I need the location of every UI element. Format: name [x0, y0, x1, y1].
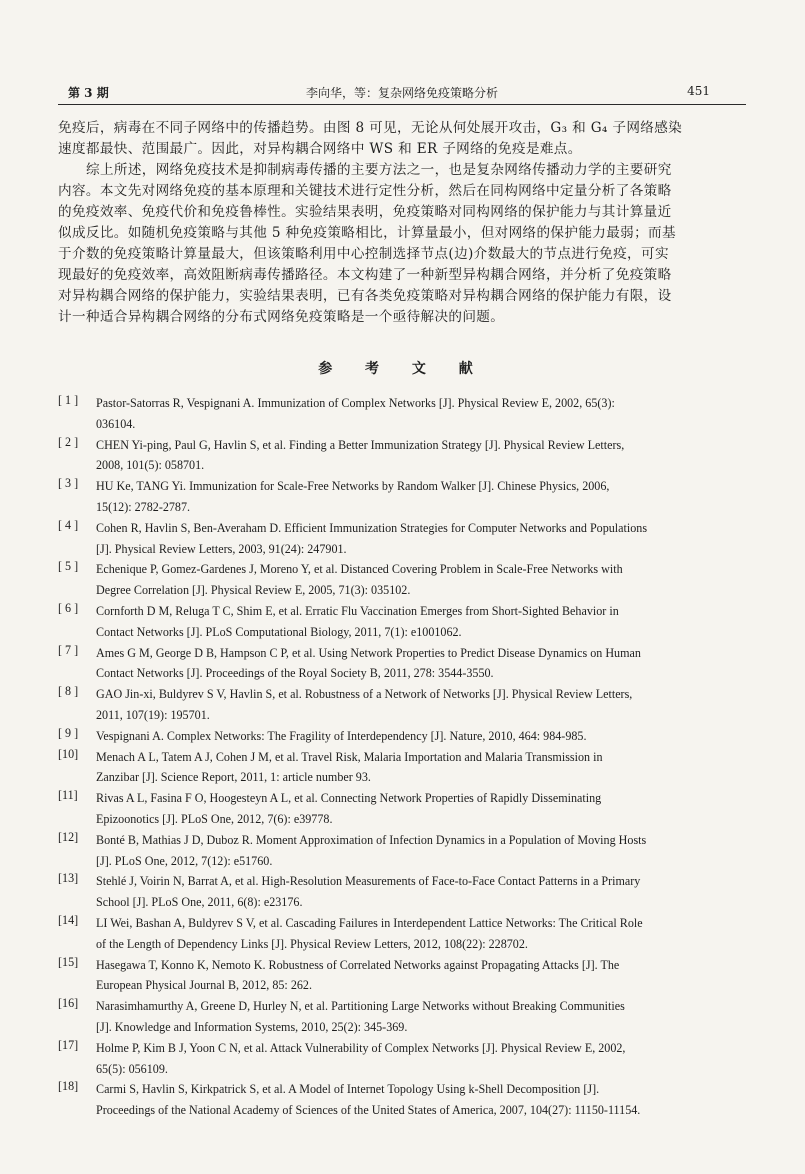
reference-line: Holme P, Kim B J, Yoon C N, et al. Attack Vulnerability of Complex Networks [J]. Physical Review E, 2002,: [96, 1040, 626, 1055]
text-line: 对异构耦合网络的保护能力，实验结果表明，已有各类免疫策略对异构耦合网络的保护能力有限，设: [58, 288, 672, 304]
reference-entry: [58, 747, 738, 789]
reference-number: [ 8 ]: [58, 684, 79, 699]
reference-line: Contact Networks [J]. PLoS Computational Biology, 2011, 7(1): e1001062.: [96, 624, 462, 639]
reference-entry: [58, 1079, 738, 1121]
reference-text: [96, 643, 738, 685]
reference-number: [17]: [58, 1037, 79, 1052]
reference-number: [12]: [58, 829, 79, 844]
reference-text: [96, 955, 738, 997]
reference-entry: [58, 726, 738, 747]
reference-text: [96, 435, 738, 477]
reference-line: Vespignani A. Complex Networks: The Fragility of Interdependency [J]. Nature, 2010, 464: 984-985.: [96, 728, 587, 743]
reference-line: 036104.: [96, 416, 136, 431]
reference-number: [10]: [58, 746, 79, 761]
reference-text: [96, 601, 738, 643]
text-line: 计一种适合异构耦合网络的分布式网络免疫策略是一个亟待解决的问题。: [58, 309, 505, 325]
reference-line: Contact Networks [J]. Proceedings of the Royal Society B, 2011, 278: 3544-3550.: [96, 666, 494, 681]
reference-number: [ 6 ]: [58, 600, 79, 615]
reference-number: [ 2 ]: [58, 434, 79, 449]
reference-text: [96, 830, 738, 872]
reference-entry: [58, 476, 738, 518]
reference-text: [96, 518, 738, 560]
reference-entry: [58, 830, 738, 872]
reference-line: European Physical Journal B, 2012, 85: 262.: [96, 978, 312, 993]
reference-list: [58, 393, 738, 1121]
reference-number: [ 5 ]: [58, 559, 79, 574]
reference-number: [ 1 ]: [58, 393, 79, 407]
reference-line: School [J]. PLoS One, 2011, 6(8): e23176.: [96, 895, 303, 910]
reference-entry: [58, 684, 738, 726]
reference-number: [ 9 ]: [58, 725, 79, 740]
text-line: 速度都最快、范围最广。因此，对异构耦合网络中 WS 和 ER 子网络的免疫是难点。: [58, 141, 582, 157]
reference-entry: [58, 601, 738, 643]
text-line: 的免疫效率、免疫代价和免疫鲁棒性。实验结果表明，免疫策略对同构网络的保护能力与其计算量近: [58, 204, 672, 220]
reference-entry: [58, 393, 738, 435]
reference-line: CHEN Yi-ping, Paul G, Havlin S, et al. Finding a Better Immunization Strategy [J]. Physical Review Letters,: [96, 437, 625, 452]
text-line: 似成反比。如随机免疫策略与其他 5 种免疫策略相比，计算量最小，但对网络的保护能力最弱；而基: [58, 225, 676, 241]
reference-line: [J]. Physical Review Letters, 2003, 91(24): 247901.: [96, 541, 347, 556]
reference-entry: [58, 643, 738, 685]
reference-line: of the Length of Dependency Links [J]. Physical Review Letters, 2012, 108(22): 228702.: [96, 936, 528, 951]
reference-entry: [58, 1038, 738, 1080]
reference-text: [96, 684, 738, 726]
reference-line: 15(12): 2782-2787.: [96, 499, 191, 514]
reference-line: [J]. Knowledge and Information Systems, 2010, 25(2): 345-369.: [96, 1019, 408, 1034]
reference-text: [96, 1079, 738, 1121]
reference-line: LI Wei, Bashan A, Buldyrev S V, et al. Cascading Failures in Interdependent Lattice Networks: The Critical Role: [96, 915, 643, 930]
reference-entry: [58, 996, 738, 1038]
reference-number: [ 4 ]: [58, 517, 79, 532]
reference-line: Echenique P, Gomez-Gardenes J, Moreno Y, et al. Distanced Covering Problem in Scale-Free Networks with: [96, 562, 623, 577]
reference-entry: [58, 559, 738, 601]
paragraph-2: [58, 160, 730, 328]
reference-line: 2008, 101(5): 058701.: [96, 458, 205, 473]
running-header: [58, 84, 746, 105]
reference-text: [96, 747, 738, 789]
text-line: 内容。本文先对网络免疫的基本原理和关键技术进行定性分析，然后在同构网络中定量分析了各策略: [58, 183, 672, 199]
reference-entry: [58, 518, 738, 560]
reference-line: HU Ke, TANG Yi. Immunization for Scale-Free Networks by Random Walker [J]. Chinese Physics, 2006,: [96, 479, 610, 494]
reference-text: [96, 393, 738, 435]
reference-line: Cohen R, Havlin S, Ben-Averaham D. Efficient Immunization Strategies for Computer Networks and Populations: [96, 520, 648, 535]
reference-number: [ 7 ]: [58, 642, 79, 657]
reference-line: 2011, 107(19): 195701.: [96, 707, 210, 722]
reference-number: [16]: [58, 996, 79, 1011]
reference-text: [96, 1038, 738, 1080]
running-title: 李向华，等：复杂网络免疫策略分析: [305, 86, 498, 100]
reference-line: Stehlé J, Voirin N, Barrat A, et al. High-Resolution Measurements of Face-to-Face Contact Patterns in a Primary: [96, 874, 641, 889]
reference-text: [96, 996, 738, 1038]
reference-number: [13]: [58, 871, 79, 886]
reference-entry: [58, 955, 738, 997]
reference-number: [ 3 ]: [58, 476, 79, 491]
text-line: 于介数的免疫策略计算量最大，但该策略利用中心控制选择节点(边)介数最大的节点进行免疫，可实: [58, 246, 669, 262]
reference-text: [96, 476, 738, 518]
reference-entry: [58, 435, 738, 477]
reference-number: [18]: [58, 1079, 79, 1094]
issue-number: 第 3 期: [68, 86, 109, 100]
reference-text: [96, 559, 738, 601]
reference-line: Narasimhamurthy A, Greene D, Hurley N, et al. Partitioning Large Networks without Breaking Communities: [96, 999, 625, 1014]
reference-number: [14]: [58, 912, 79, 927]
reference-line: Rivas A L, Fasina F O, Hoogesteyn A L, et al. Connecting Network Properties of Rapidly Disseminating: [96, 791, 602, 806]
reference-line: 65(5): 056109.: [96, 1061, 168, 1076]
reference-entry: [58, 913, 738, 955]
reference-line: Carmi S, Havlin S, Kirkpatrick S, et al. A Model of Internet Topology Using k-Shell Decomposition [J].: [96, 1082, 600, 1097]
reference-line: Epizoonotics [J]. PLoS One, 2012, 7(6): e39778.: [96, 811, 333, 826]
reference-line: Degree Correlation [J]. Physical Review E, 2005, 71(3): 035102.: [96, 583, 411, 598]
text-line: 免疫后，病毒在不同子网络中的传播趋势。由图 8 可见，无论从何处展开攻击，G₃ 和 G₄ 子网络感染: [58, 120, 683, 136]
reference-number: [15]: [58, 954, 79, 969]
reference-line: Menach A L, Tatem A J, Cohen J M, et al. Travel Risk, Malaria Importation and Malaria Transmission in: [96, 749, 603, 764]
reference-line: [J]. PLoS One, 2012, 7(12): e51760.: [96, 853, 273, 868]
reference-entry: [58, 871, 738, 913]
reference-number: [11]: [58, 788, 78, 803]
page-number: 451: [687, 84, 710, 98]
reference-line: Bonté B, Mathias J D, Duboz R. Moment Approximation of Infection Dynamics in a Population of Moving Hosts: [96, 832, 647, 847]
text-line: 综上所述，网络免疫技术是抑制病毒传播的主要方法之一，也是复杂网络传播动力学的主要研究: [86, 162, 672, 178]
reference-text: [96, 913, 738, 955]
reference-line: Cornforth D M, Reluga T C, Shim E, et al. Erratic Flu Vaccination Emerges from Short-Sighted Behavior in: [96, 603, 619, 618]
reference-line: Pastor-Satorras R, Vespignani A. Immunization of Complex Networks [J]. Physical Review E, 2002, 65(3):: [96, 396, 615, 410]
paragraph-1: [58, 118, 730, 160]
reference-text: [96, 726, 738, 747]
reference-text: [96, 788, 738, 830]
reference-text: [96, 871, 738, 913]
text-line: 现最好的免疫效率，高效阻断病毒传播路径。本文构建了一种新型异构耦合网络，并分析了免疫策略: [58, 267, 672, 283]
reference-line: Ames G M, George D B, Hampson C P, et al. Using Network Properties to Predict Disease Dynamics on Human: [96, 645, 641, 660]
reference-entry: [58, 788, 738, 830]
references-heading: 参 考 文 献: [318, 361, 487, 377]
reference-line: Proceedings of the National Academy of Sciences of the United States of America, 2007, 104(27): 11150-11154.: [96, 1103, 641, 1118]
body-text: [58, 118, 730, 328]
reference-line: GAO Jin-xi, Buldyrev S V, Havlin S, et al. Robustness of a Network of Networks [J]. Physical Review Letters,: [96, 687, 633, 702]
reference-line: Zanzibar [J]. Science Report, 2011, 1: article number 93.: [96, 770, 371, 785]
reference-line: Hasegawa T, Konno K, Nemoto K. Robustness of Correlated Networks against Propagating Attacks [J]. The: [96, 957, 620, 972]
